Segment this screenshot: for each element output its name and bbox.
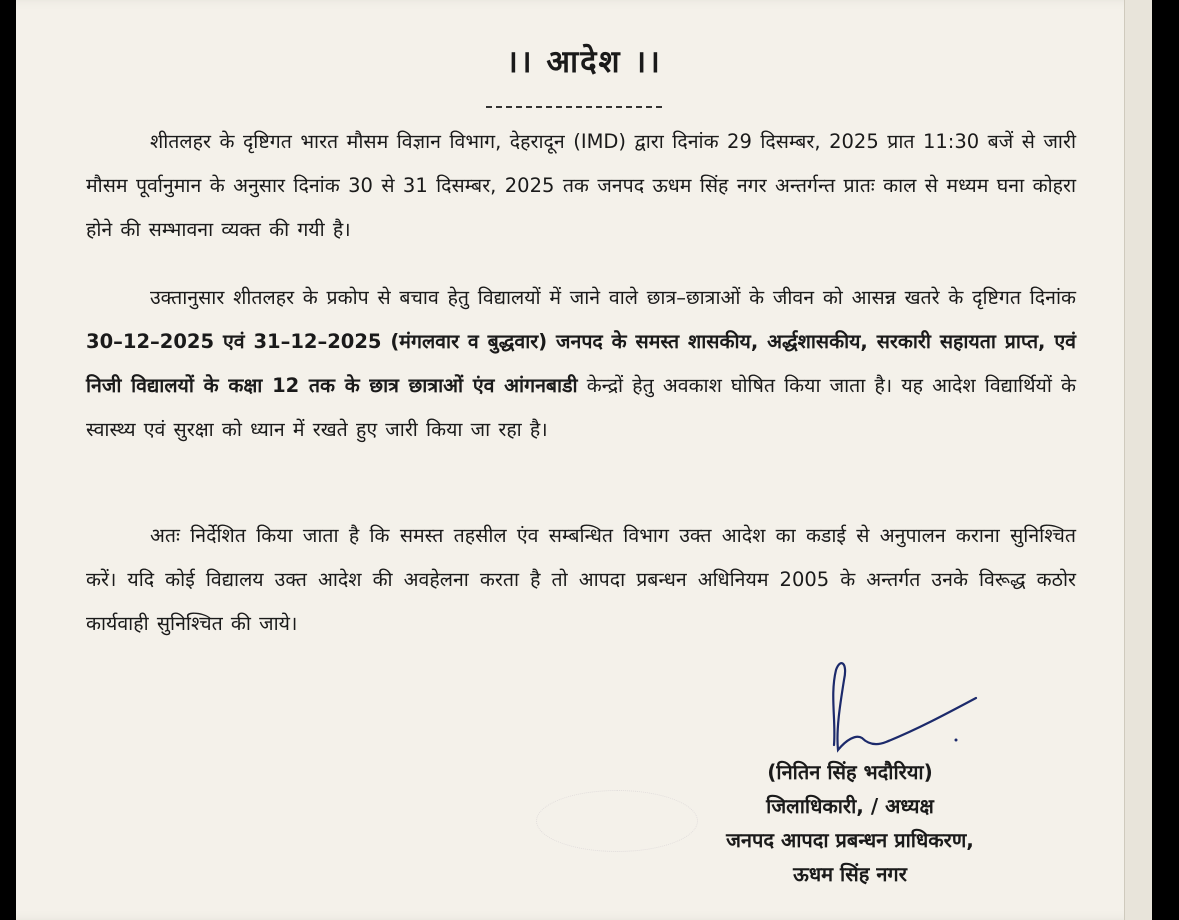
- paragraph-2: [86, 276, 1076, 452]
- paragraph-1-text: शीतलहर के दृष्टिगत भारत मौसम विज्ञान विभाग, देहरादून (IMD) द्वारा दिनांक 29 दिसम्बर, 2025 प्रात 11:30 बजें से जारी मौसम पूर्वानुमान के अनुसार दिनांक 30 से 31 दिसम्बर, 2025 तक जनपद ऊधम सिंह नगर अन्तर्गन्त प्रातः काल से मध्यम घना कोहरा होने की सम्भावना व्यक्त की गयी है।: [86, 130, 1076, 241]
- page-edge: [1124, 0, 1152, 920]
- paragraph-3-text: अतः निर्देशित किया जाता है कि समस्त तहसील एंव सम्बन्धित विभाग उक्त आदेश का कडाई से अनुपालन कराना सुनिश्चित करें। यदि कोई विद्यालय उक्त आदेश की अवहेलना करता है तो आपदा प्रबन्धन अधिनियम 2005 के अन्तर्गत उनके विरूद्ध कठोर कार्यवाही सुनिश्चित की जाये।: [86, 524, 1076, 635]
- paragraph-2-bold-dates: 30–12–2025 एवं 31–12–2025 (मंगलवार व बुद्धवार) जनपद के समस्त शासकीय, अर्द्धशासकीय, सरकारी सहायता प्राप्त, एवं निजी विद्यालयों के कक्षा 12 तक के छात्र छात्राओं एंव आंगनबाडी: [86, 330, 1076, 397]
- paragraph-3: [86, 514, 1076, 646]
- signatory-authority: जनपद आपदा प्रबन्धन प्राधिकरण,: [726, 828, 974, 852]
- signatory-district: ऊधम सिंह नगर: [793, 862, 907, 886]
- handwritten-signature: [806, 650, 1026, 770]
- order-document: [16, 0, 1152, 920]
- paragraph-2-text-b: केन्द्रों हेतु अवकाश घोषित किया जाता है। यह आदेश विद्यार्थियों के स्वास्थ्य एवं सुरक्षा को ध्यान में रखते हुए जारी किया जा रहा है।: [86, 374, 1076, 441]
- page-title: ।। आदेश ।।: [506, 44, 662, 80]
- signatory-block: [640, 755, 1060, 891]
- title-underline: [486, 106, 662, 108]
- signatory-name: (नितिन सिंह भदौरिया): [767, 760, 933, 784]
- paragraph-1: [86, 120, 1076, 252]
- paragraph-2-text-a: उक्तानुसार शीतलहर के प्रकोप से बचाव हेतु विद्यालयों में जाने वाले छात्र–छात्राओं के जीवन को आसन्न खतरे के दृष्टिगत दिनांक: [150, 286, 1076, 309]
- signatory-designation: जिलाधिकारी, / अध्यक्ष: [766, 794, 934, 818]
